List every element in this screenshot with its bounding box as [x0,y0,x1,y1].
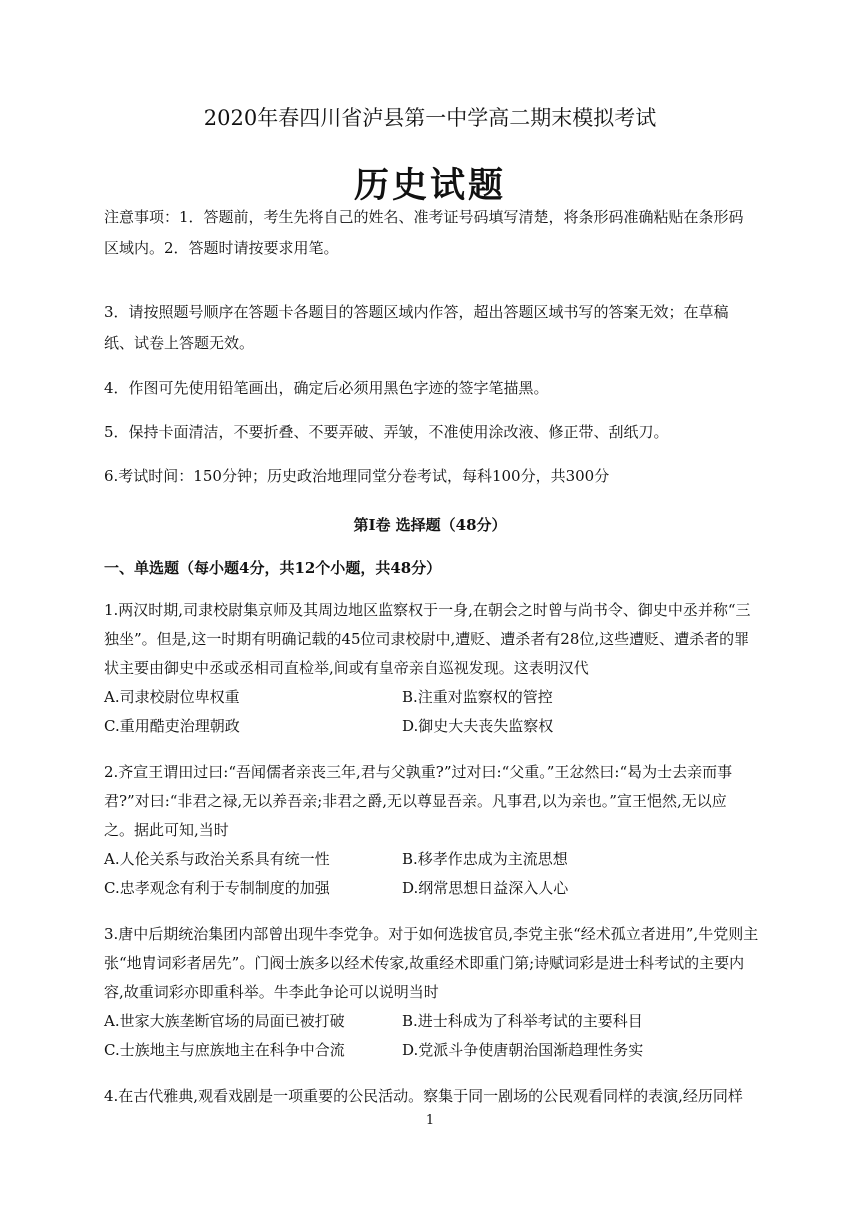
subject-title: 历史试题 [353,165,506,206]
page-number: 1 [425,1113,435,1128]
question-stem [104,596,784,683]
stem-line: 2.齐宣王谓田过曰:“吾闻儒者亲丧三年,君与父孰重?”过对曰:“父重。”王忿然曰:“曷为士去亲而事 [104,763,733,781]
exam-title: 2020年春四川省泸县第一中学高二期末模拟考试 [203,106,657,130]
stem-line: 独坐”。但是,这一时期有明确记载的45位司隶校尉中,遭贬、遭杀者有28位,这些遭贬、遭杀者的罪 [104,630,750,648]
question-4 [104,1082,784,1111]
question-2 [104,758,784,903]
option-c: C.忠孝观念有利于专制制度的加强 [104,879,330,897]
note-5 [104,461,784,492]
stem-line: 张“地胄词彩者居先”。门阀士族多以经术传家,故重经术即重门第;诗赋词彩是进士科考试的主要内 [104,954,745,972]
option-a: A.人伦关系与政治关系具有统一性 [104,850,330,868]
question-stem [104,920,784,1007]
option-a: A.世家大族垄断官场的局面已被打破 [104,1012,345,1030]
part-heading: 第Ⅰ卷 选择题（48分） [353,516,507,534]
note-line: 6.考试时间：150分钟；历史政治地理同堂分卷考试，每科100分，共300分 [104,467,610,485]
note-line: 5．保持卡面清洁，不要折叠、不要弄破、弄皱，不准使用涂改液、修正带、刮纸刀。 [104,423,669,441]
note-line: 纸、试卷上答题无效。 [104,334,255,352]
option-a: A.司隶校尉位卑权重 [104,688,240,706]
stem-line: 状主要由御史中丞或丞相司直检举,间或有皇帝亲自巡视发现。这表明汉代 [104,659,589,677]
options [104,845,784,903]
stem-line: 3.唐中后期统治集团内部曾出现牛李党争。对于如何选拔官员,李党主张“经术孤立者进用”,牛党则主 [104,925,759,943]
options [104,1007,784,1065]
option-c: C.士族地主与庶族地主在科争中合流 [104,1041,345,1059]
stem-line: 1.两汉时期,司隶校尉集京师及其周边地区监察权于一身,在朝会之时曾与尚书令、御史中丞并称“三 [104,601,751,619]
stem-line: 君?”对曰:“非君之禄,无以养吾亲;非君之爵,无以尊显吾亲。凡事君,以为亲也。”宣王悒然,无以应 [104,792,727,810]
option-b: B.注重对监察权的管控 [402,688,553,706]
question-stem [104,1082,784,1111]
stem-line: 容,故重词彩亦即重科举。牛李此争论可以说明当时 [104,983,439,1001]
note-line: 区域内。2．答题时请按要求用笔。 [104,239,339,257]
options [104,683,784,741]
note-2 [104,297,784,359]
option-c: C.重用酷吏治理朝政 [104,717,240,735]
note-4 [104,417,784,448]
option-d: D.纲常思想日益深入人心 [402,879,569,897]
option-b: B.进士科成为了科举考试的主要科目 [402,1012,643,1030]
note-line: 4．作图可先使用铅笔画出，确定后必须用黑色字迹的签字笔描黑。 [104,379,549,397]
option-b: B.移孝作忠成为主流思想 [402,850,568,868]
question-stem [104,758,784,845]
option-d: D.党派斗争使唐朝治国渐趋理性务实 [402,1041,644,1059]
section-heading: 一、单选题（每小题4分，共12个小题，共48分） [104,559,442,577]
stem-line: 之。据此可知,当时 [104,821,229,839]
note-1 [104,202,784,264]
note-3 [104,373,784,404]
note-line: 注意事项：1．答题前，考生先将自己的姓名、准考证号码填写清楚，将条形码准确粘贴在条形码 [104,208,744,226]
question-1 [104,596,784,741]
option-d: D.御史大夫丧失监察权 [402,717,554,735]
note-line: 3．请按照题号顺序在答题卡各题目的答题区域内作答，超出答题区域书写的答案无效；在草稿 [104,303,729,321]
question-3 [104,920,784,1065]
stem-line: 4.在古代雅典,观看戏剧是一项重要的公民活动。察集于同一剧场的公民观看同样的表演,经历同样 [104,1087,743,1105]
